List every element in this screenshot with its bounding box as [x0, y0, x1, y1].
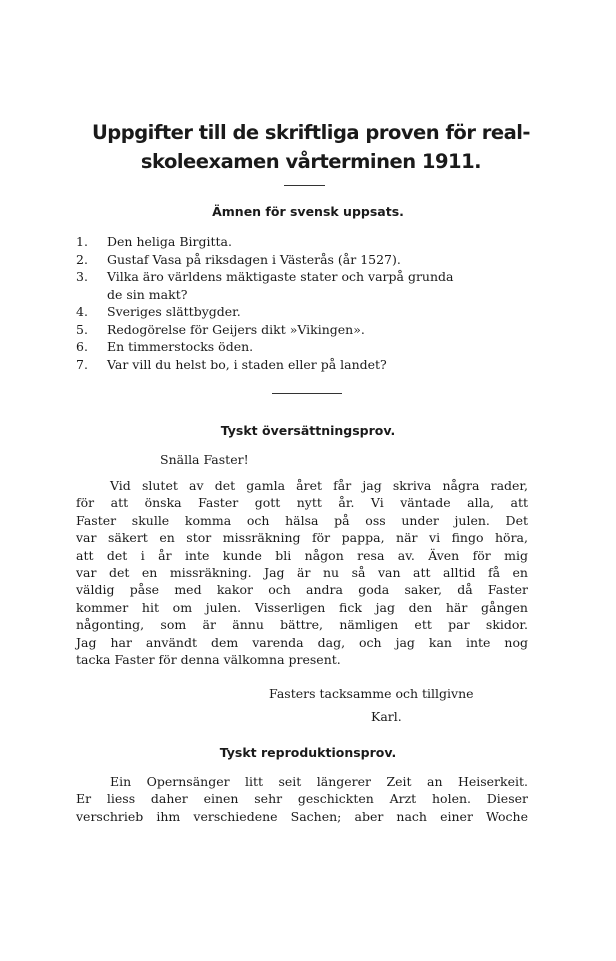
letter-body: Vid slutet av det gamla året får jag skriva några rader, för att önska Faster gott nytt år. Vi väntade alla, att Faster skulle komma och hälsa på oss under julen. Det var säkert en stor missräkning för pappa, när vi fingo höra, att det i år inte kunde bli någon resa av. Även för mig var det en missräkning. Jag är nu så van att alltid få en väldig påse med kakor och andra goda saker, då Faster kommer hit om julen. Visserligen fick jag den här gången någonting, som är ännu bättre, nämligen ett par skidor. Jag har användt dem varenda dag, och jag kan inte nog tacka Faster för denna välkomna present. — [76, 478, 528, 668]
letter-signature: Karl. — [371, 709, 402, 724]
letter-closing: Fasters tacksamme och tillgivne — [269, 686, 474, 701]
essay-topic-list — [76, 233, 526, 373]
swedish-essay-heading: Ämnen för svensk uppsats. — [212, 204, 404, 219]
list-item: 5. Redogörelse för Geijers dikt »Vikingen». — [76, 321, 365, 337]
list-item: 2. Gustaf Vasa på riksdagen i Västerås (år 1527). — [76, 251, 401, 267]
list-item: 4. Sveriges slättbygder. — [76, 304, 241, 319]
letter-salutation: Snälla Faster! — [160, 452, 249, 467]
document-title — [76, 118, 546, 176]
german-translation-heading: Tyskt översättningsprov. — [220, 423, 396, 438]
separator-rule — [272, 393, 342, 394]
german-reproduction-heading: Tyskt reproduktionsprov. — [219, 745, 397, 760]
separator-rule — [284, 185, 325, 186]
list-item: 1. Den heliga Birgitta. — [76, 234, 232, 249]
list-item: 7. Var vill du helst bo, i staden eller på landet? — [76, 356, 387, 372]
list-item: 6. En timmerstocks öden. — [76, 339, 254, 354]
title-line-2: skoleexamen vårterminen 1911. — [140, 150, 482, 173]
list-item: 3. Vilka äro världens mäktigaste stater och varpå grunda de sin makt? — [76, 269, 454, 302]
reproduction-body: Ein Opernsänger litt seit längerer Zeit an Heiserkeit. Er liess daher einen sehr geschickten Arzt holen. Dieser verschrieb ihm verschiedene Sachen; aber nach einer Woche — [76, 774, 528, 824]
title-line-1: Uppgifter till de skriftliga proven för real- — [91, 121, 531, 144]
